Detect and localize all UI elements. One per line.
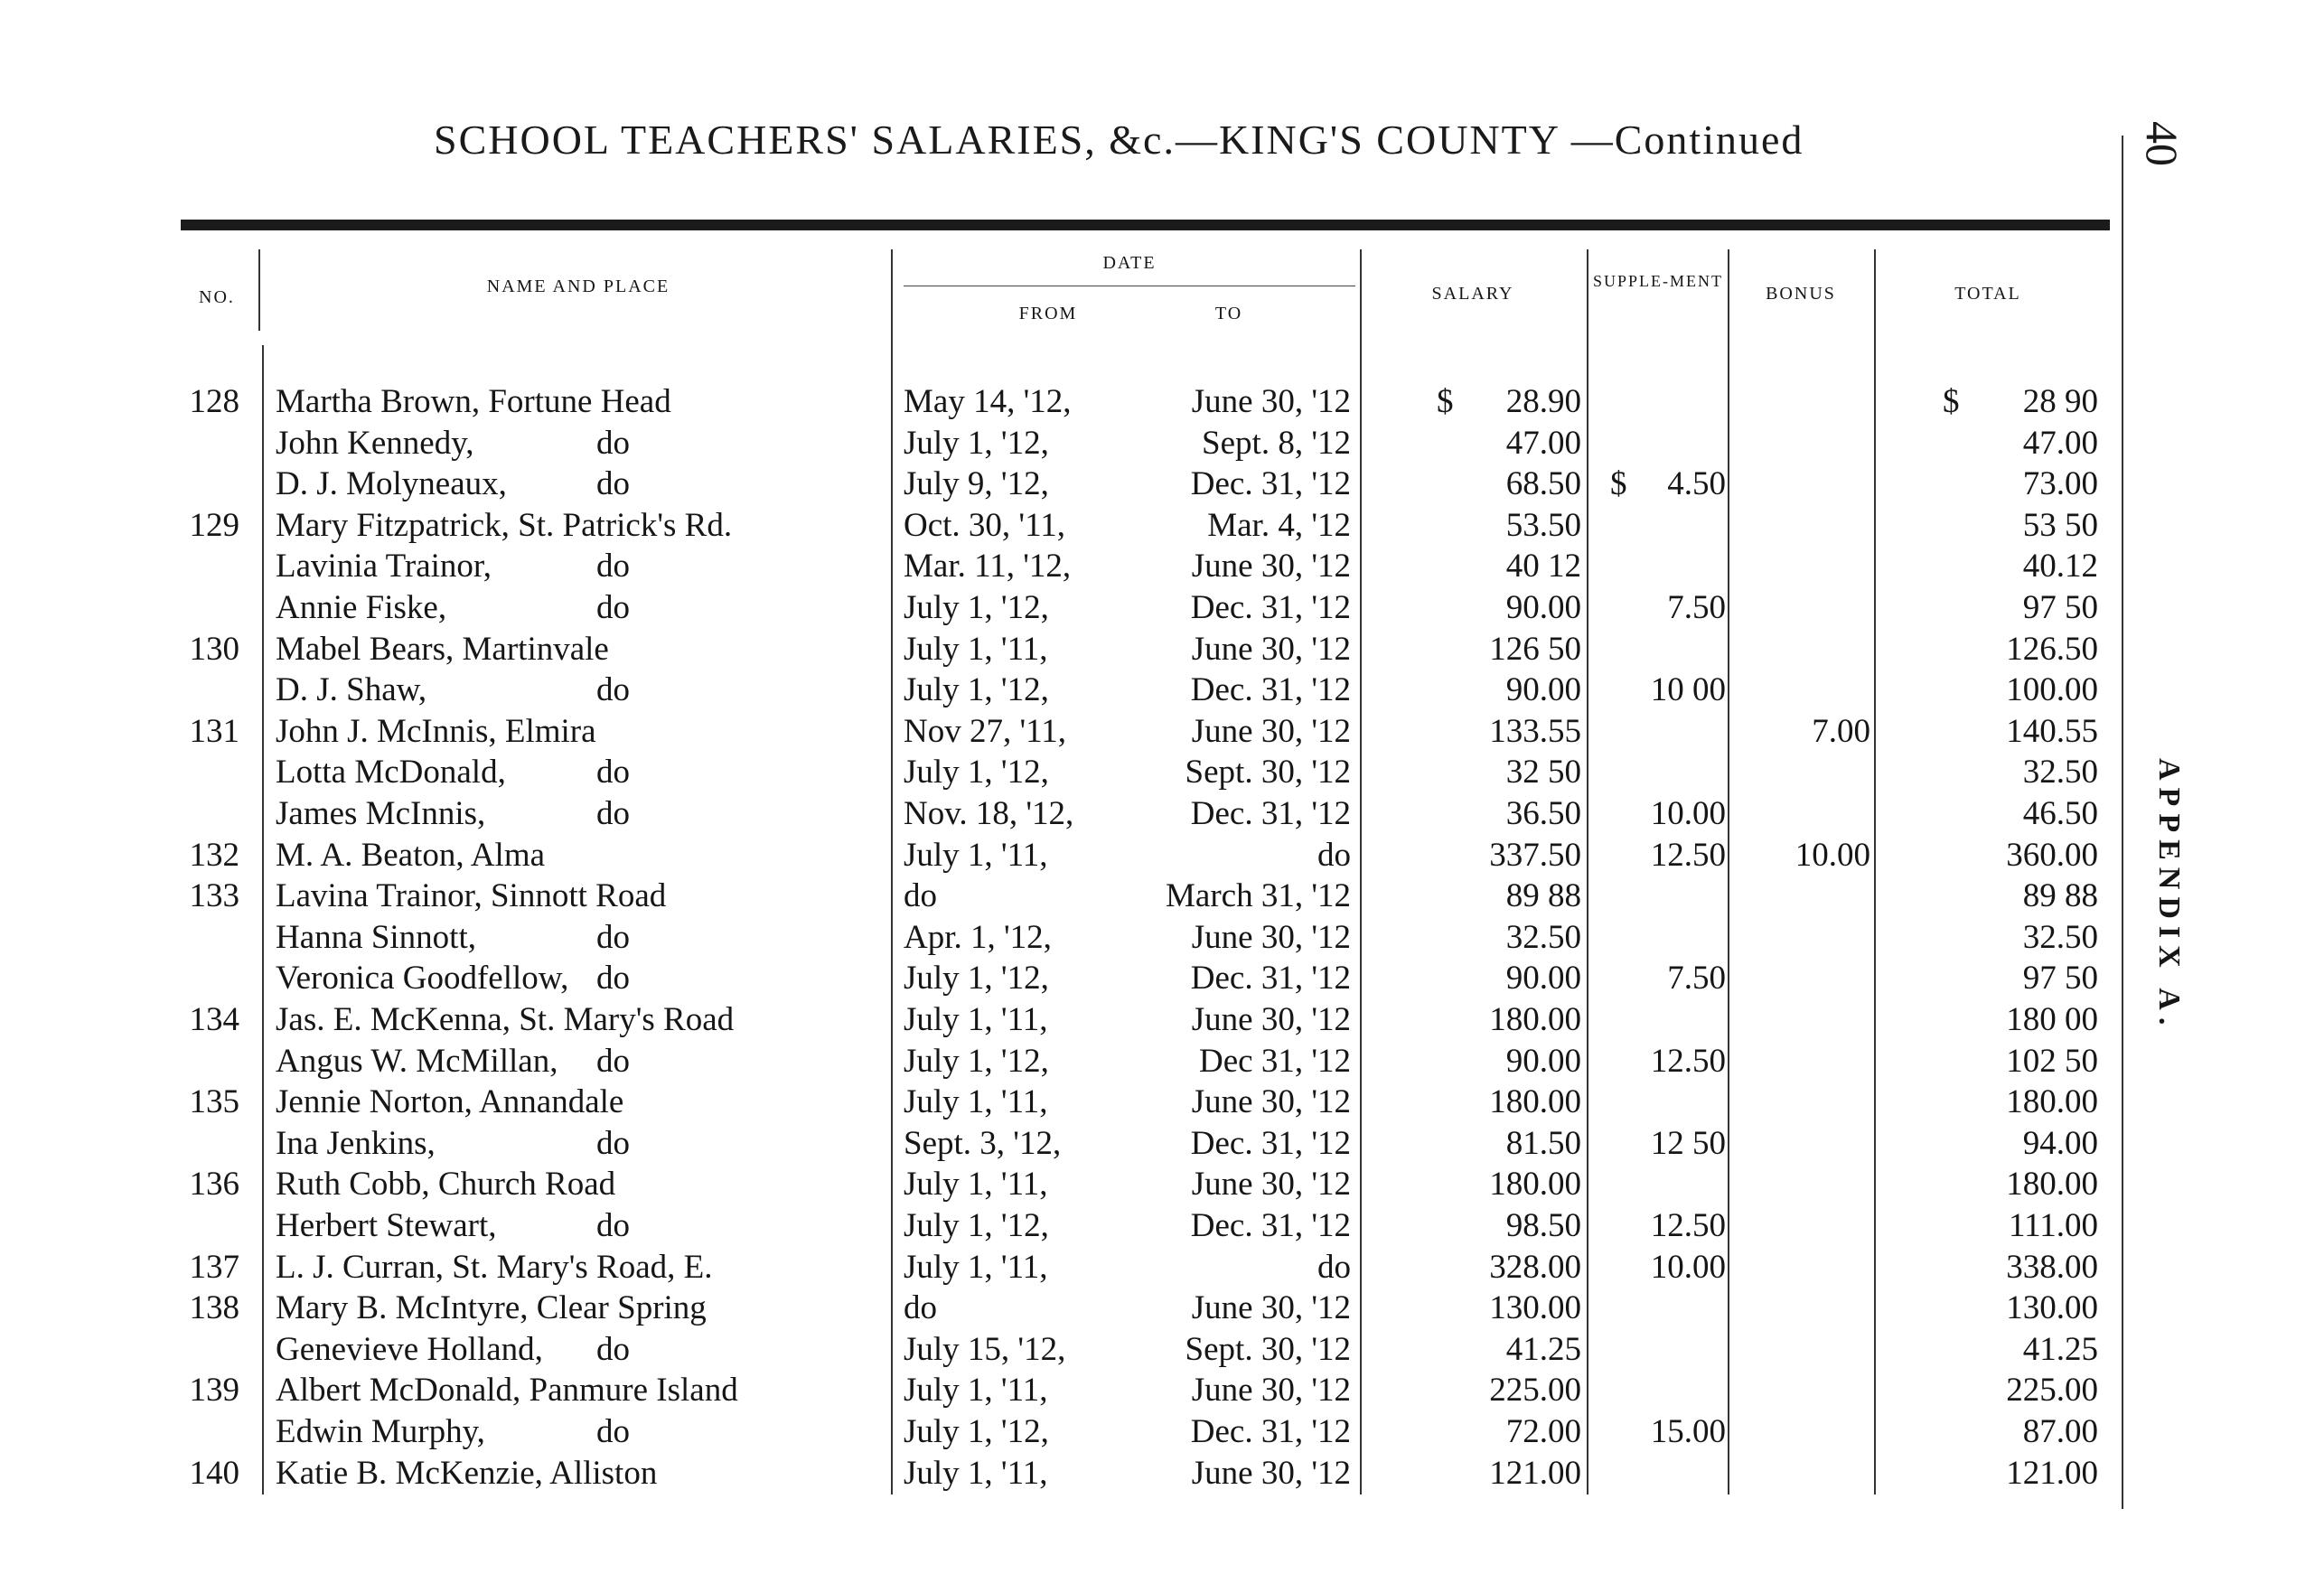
date-to: Dec. 31, '12 — [1190, 465, 1351, 503]
salary-value: 90.00 — [1505, 589, 1581, 626]
row-number: 139 — [189, 1372, 239, 1410]
salary-value: 53.50 — [1505, 506, 1581, 544]
total-value: 32.50 — [2022, 754, 2098, 792]
supplement-value: 15.00 — [1650, 1413, 1726, 1450]
supplement-value: 7.50 — [1667, 589, 1726, 626]
date-from: July 1, '11, — [904, 630, 1048, 668]
date-to: Mar. 4, '12 — [1207, 506, 1351, 544]
salary-dollar-sign: $ — [1437, 383, 1454, 420]
place-ditto: do — [596, 795, 630, 832]
teacher-name: Jas. E. McKenna, St. Mary's Road — [276, 1001, 735, 1038]
salary-value: 90.00 — [1505, 671, 1581, 709]
date-to: Dec. 31, '12 — [1190, 960, 1351, 998]
place-ditto: do — [596, 1413, 630, 1450]
total-value: 89 88 — [2022, 877, 2098, 915]
salary-value: 180.00 — [1489, 1166, 1581, 1204]
total-value: 100.00 — [2006, 671, 2098, 709]
table-row — [0, 381, 2114, 423]
place-ditto: do — [596, 671, 630, 709]
col-rule — [258, 249, 260, 331]
table-row — [0, 917, 2114, 959]
teacher-name: Jennie Norton, Annandale — [276, 1083, 624, 1121]
col-header-total: TOTAL — [1954, 284, 2021, 304]
table-row — [0, 1288, 2114, 1329]
date-to: June 30, '12 — [1191, 918, 1351, 956]
row-number: 138 — [189, 1289, 239, 1327]
place-ditto: do — [596, 1042, 630, 1080]
teacher-name: Ina Jenkins, — [276, 1124, 436, 1162]
margin-rule — [2122, 136, 2123, 1509]
total-value: 121.00 — [2006, 1454, 2098, 1492]
table-row — [0, 1205, 2114, 1247]
date-from: July 1, '11, — [904, 1248, 1048, 1286]
date-from: July 1, '12, — [904, 1042, 1049, 1080]
salary-value: 36.50 — [1505, 795, 1581, 832]
salary-value: 337.50 — [1489, 836, 1581, 874]
supplement-dollar-sign: $ — [1610, 465, 1627, 503]
place-ditto: do — [596, 1207, 630, 1244]
date-to: Sept. 30, '12 — [1185, 754, 1351, 792]
date-from: July 1, '11, — [904, 836, 1048, 874]
date-from: Nov. 18, '12, — [904, 795, 1074, 832]
date-to: Dec. 31, '12 — [1190, 1413, 1351, 1450]
total-value: 53 50 — [2022, 506, 2098, 544]
date-from: Sept. 3, '12, — [904, 1124, 1062, 1162]
teacher-name: Albert McDonald, Panmure Island — [276, 1372, 738, 1410]
row-number: 137 — [189, 1248, 239, 1286]
supplement-value: 7.50 — [1667, 960, 1726, 998]
teacher-name: Mary Fitzpatrick, St. Patrick's Rd. — [276, 506, 733, 544]
date-from: July 1, '11, — [904, 1454, 1048, 1492]
total-value: 40.12 — [2022, 548, 2098, 586]
date-from: July 1, '12, — [904, 1413, 1049, 1450]
table-row — [0, 1370, 2114, 1411]
salary-value: 89 88 — [1505, 877, 1581, 915]
teacher-name: Lavina Trainor, Sinnott Road — [276, 877, 667, 915]
date-from: Oct. 30, '11, — [904, 506, 1065, 544]
page-title: SCHOOL TEACHERS' SALARIES, &c.—KING'S COUNTY —Continued — [434, 117, 1804, 163]
col-header-from: FROM — [1018, 304, 1078, 323]
table-row — [0, 711, 2114, 753]
row-number: 128 — [189, 383, 239, 420]
table-row — [0, 752, 2114, 793]
date-to: Sept. 8, '12 — [1202, 424, 1351, 462]
salary-value: 47.00 — [1505, 424, 1581, 462]
table-row — [0, 670, 2114, 711]
table-row — [0, 876, 2114, 917]
salary-value: 225.00 — [1489, 1372, 1581, 1410]
total-value: 94.00 — [2022, 1124, 2098, 1162]
total-value: 140.55 — [2006, 712, 2098, 750]
table-row — [0, 1164, 2114, 1205]
date-from: July 1, '11, — [904, 1166, 1048, 1204]
table-row — [0, 546, 2114, 587]
row-number: 134 — [189, 1001, 239, 1038]
place-ditto: do — [596, 960, 630, 998]
teacher-name: James McInnis, — [276, 795, 486, 832]
date-from: July 1, '12, — [904, 754, 1049, 792]
total-value: 41.25 — [2022, 1330, 2098, 1368]
date-to: June 30, '12 — [1191, 548, 1351, 586]
date-from: July 1, '11, — [904, 1001, 1048, 1038]
row-number: 130 — [189, 630, 239, 668]
total-value: 225.00 — [2006, 1372, 2098, 1410]
row-number: 133 — [189, 877, 239, 915]
supplement-value: 10 00 — [1650, 671, 1726, 709]
date-to: June 30, '12 — [1191, 1372, 1351, 1410]
salary-value: 130.00 — [1489, 1289, 1581, 1327]
supplement-value: 12.50 — [1650, 1042, 1726, 1080]
total-value: 126.50 — [2006, 630, 2098, 668]
supplement-value: 12.50 — [1650, 836, 1726, 874]
row-number: 129 — [189, 506, 239, 544]
date-from: July 15, '12, — [904, 1330, 1066, 1368]
place-ditto: do — [596, 589, 630, 626]
total-value: 32.50 — [2022, 918, 2098, 956]
table-row — [0, 999, 2114, 1041]
date-from: July 1, '12, — [904, 589, 1049, 626]
salary-value: 133.55 — [1489, 712, 1581, 750]
teacher-name: Martha Brown, Fortune Head — [276, 383, 671, 420]
total-value: 73.00 — [2022, 465, 2098, 503]
teacher-name: Lotta McDonald, — [276, 754, 506, 792]
bonus-value: 10.00 — [1795, 836, 1870, 874]
date-from: July 1, '11, — [904, 1083, 1048, 1121]
date-from: Mar. 11, '12, — [904, 548, 1072, 586]
place-ditto: do — [596, 918, 630, 956]
date-from: do — [904, 1289, 937, 1327]
date-to: Dec. 31, '12 — [1190, 589, 1351, 626]
date-from: Apr. 1, '12, — [904, 918, 1052, 956]
salary-value: 98.50 — [1505, 1207, 1581, 1244]
total-value: 46.50 — [2022, 795, 2098, 832]
table-row — [0, 1082, 2114, 1123]
table-row — [0, 629, 2114, 670]
teacher-name: John J. McInnis, Elmira — [276, 712, 596, 750]
place-ditto: do — [596, 465, 630, 503]
total-value: 102 50 — [2006, 1042, 2098, 1080]
date-from: July 1, '12, — [904, 960, 1049, 998]
col-header-no: NO. — [199, 287, 235, 307]
date-from: July 9, '12, — [904, 465, 1049, 503]
teacher-name: Lavinia Trainor, — [276, 548, 492, 586]
total-value: 111.00 — [2008, 1207, 2098, 1244]
place-ditto: do — [596, 1124, 630, 1162]
teacher-name: Ruth Cobb, Church Road — [276, 1166, 616, 1204]
col-header-name: NAME AND PLACE — [486, 276, 670, 296]
col-header-date: DATE — [1102, 253, 1157, 273]
place-ditto: do — [596, 1330, 630, 1368]
header-rule — [181, 220, 2110, 230]
row-number: 135 — [189, 1083, 239, 1121]
teacher-name: Herbert Stewart, — [276, 1207, 497, 1244]
date-from: Nov 27, '11, — [904, 712, 1067, 750]
page-number: 40 — [2137, 121, 2188, 166]
table-row — [0, 1329, 2114, 1371]
date-to: do — [1317, 1248, 1351, 1286]
salary-value: 68.50 — [1505, 465, 1581, 503]
date-to: Dec. 31, '12 — [1190, 1124, 1351, 1162]
total-value: 87.00 — [2022, 1413, 2098, 1450]
salary-value: 90.00 — [1505, 960, 1581, 998]
col-header-supplement: SUPPLE-MENT — [1592, 272, 1723, 290]
teacher-name: Genevieve Holland, — [276, 1330, 543, 1368]
bonus-value: 7.00 — [1812, 712, 1870, 750]
salary-value: 40 12 — [1505, 548, 1581, 586]
supplement-value: 12.50 — [1650, 1207, 1726, 1244]
total-dollar-sign: $ — [1943, 383, 1960, 420]
supplement-value: 10.00 — [1650, 1248, 1726, 1286]
total-value: 360.00 — [2006, 836, 2098, 874]
date-to: Sept. 30, '12 — [1185, 1330, 1351, 1368]
date-to: Dec 31, '12 — [1199, 1042, 1351, 1080]
supplement-value: 10.00 — [1650, 795, 1726, 832]
total-value: 180 00 — [2006, 1001, 2098, 1038]
date-from: July 1, '12, — [904, 1207, 1049, 1244]
teacher-name: D. J. Molyneaux, — [276, 465, 507, 503]
salary-value: 28.90 — [1505, 383, 1581, 420]
place-ditto: do — [596, 548, 630, 586]
date-to: Dec. 31, '12 — [1190, 671, 1351, 709]
date-from: July 1, '12, — [904, 424, 1049, 462]
table-row — [0, 1041, 2114, 1082]
table-row — [0, 587, 2114, 629]
date-to: June 30, '12 — [1191, 630, 1351, 668]
teacher-name: D. J. Shaw, — [276, 671, 427, 709]
salary-value: 32 50 — [1505, 754, 1581, 792]
date-from: July 1, '12, — [904, 671, 1049, 709]
salary-value: 90.00 — [1505, 1042, 1581, 1080]
table-row — [0, 1411, 2114, 1453]
salary-value: 180.00 — [1489, 1001, 1581, 1038]
teacher-name: Angus W. McMillan, — [276, 1042, 558, 1080]
teacher-name: Veronica Goodfellow, — [276, 960, 569, 998]
teacher-name: Mabel Bears, Martinvale — [276, 630, 609, 668]
col-header-salary: SALARY — [1431, 284, 1514, 304]
teacher-name: Mary B. McIntyre, Clear Spring — [276, 1289, 707, 1327]
teacher-name: M. A. Beaton, Alma — [276, 836, 546, 874]
teacher-name: Annie Fiske, — [276, 589, 447, 626]
date-to: June 30, '12 — [1191, 712, 1351, 750]
table-row — [0, 505, 2114, 547]
total-value: 130.00 — [2006, 1289, 2098, 1327]
table-row — [0, 464, 2114, 505]
total-value: 180.00 — [2006, 1083, 2098, 1121]
salary-value: 41.25 — [1505, 1330, 1581, 1368]
date-to: June 30, '12 — [1191, 1083, 1351, 1121]
col-header-bonus: BONUS — [1766, 284, 1836, 304]
date-from: July 1, '11, — [904, 1372, 1048, 1410]
row-number: 136 — [189, 1166, 239, 1204]
row-number: 132 — [189, 836, 239, 874]
salary-value: 328.00 — [1489, 1248, 1581, 1286]
place-ditto: do — [596, 754, 630, 792]
row-number: 140 — [189, 1454, 239, 1492]
date-to: June 30, '12 — [1191, 1001, 1351, 1038]
supplement-value: 4.50 — [1667, 465, 1726, 503]
teacher-name: Edwin Murphy, — [276, 1413, 485, 1450]
teacher-name: John Kennedy, — [276, 424, 474, 462]
date-to: June 30, '12 — [1191, 1166, 1351, 1204]
salary-value: 81.50 — [1505, 1124, 1581, 1162]
teacher-name: Katie B. McKenzie, Alliston — [276, 1454, 658, 1492]
total-value: 338.00 — [2006, 1248, 2098, 1286]
table-row — [0, 1453, 2114, 1494]
date-to: do — [1317, 836, 1351, 874]
table-row — [0, 1247, 2114, 1288]
supplement-value: 12 50 — [1650, 1124, 1726, 1162]
total-value: 180.00 — [2006, 1166, 2098, 1204]
salary-value: 126 50 — [1489, 630, 1581, 668]
table-row — [0, 793, 2114, 835]
date-from: do — [904, 877, 937, 915]
row-number: 131 — [189, 712, 239, 750]
date-to: Dec. 31, '12 — [1190, 795, 1351, 832]
date-to: Dec. 31, '12 — [1190, 1207, 1351, 1244]
date-to: June 30, '12 — [1191, 1454, 1351, 1492]
table-row — [0, 835, 2114, 876]
teacher-name: Hanna Sinnott, — [276, 918, 476, 956]
date-to: June 30, '12 — [1191, 1289, 1351, 1327]
total-value: 28 90 — [2022, 383, 2098, 420]
salary-value: 121.00 — [1489, 1454, 1581, 1492]
table-row — [0, 423, 2114, 464]
teacher-name: L. J. Curran, St. Mary's Road, E. — [276, 1248, 713, 1286]
date-to: March 31, '12 — [1166, 877, 1351, 915]
total-value: 47.00 — [2022, 424, 2098, 462]
salary-value: 180.00 — [1489, 1083, 1581, 1121]
salary-value: 32.50 — [1505, 918, 1581, 956]
total-value: 97 50 — [2022, 960, 2098, 998]
date-to: June 30, '12 — [1191, 383, 1351, 420]
table-row — [0, 958, 2114, 999]
place-ditto: do — [596, 424, 630, 462]
col-header-to: TO — [1214, 304, 1243, 323]
total-value: 97 50 — [2022, 589, 2098, 626]
salary-value: 72.00 — [1505, 1413, 1581, 1450]
appendix-label: APPENDIX A. — [2152, 758, 2186, 1033]
table-row — [0, 1123, 2114, 1165]
date-from: May 14, '12, — [904, 383, 1072, 420]
